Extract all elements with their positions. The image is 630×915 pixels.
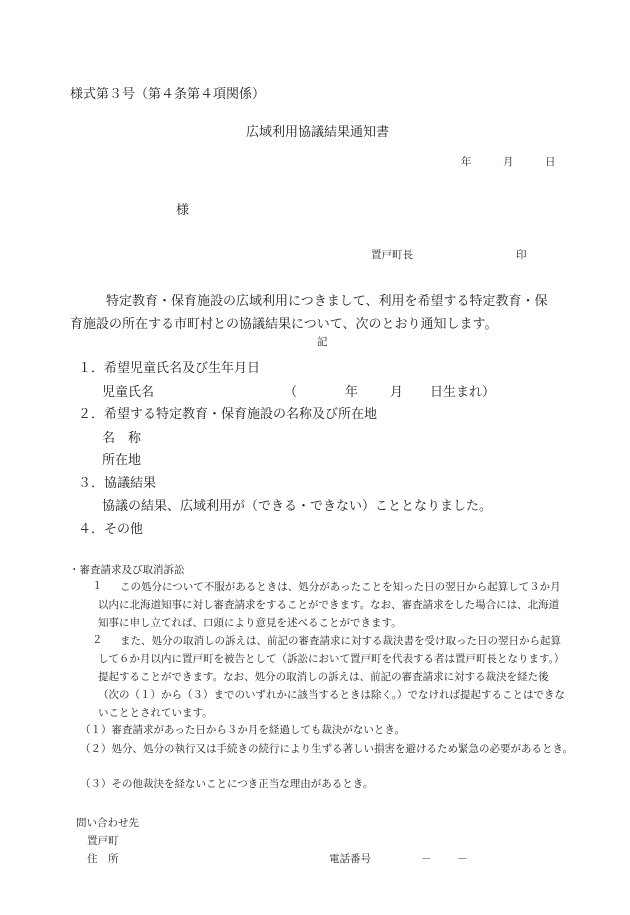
ki-marker: 記 xyxy=(317,336,328,348)
birth-open-paren: （ xyxy=(284,385,298,400)
notice-heading: ・審査請求及び取消訴訟 xyxy=(69,564,185,576)
birth-day: 日生まれ） xyxy=(430,385,496,400)
notice-paragraph-2: また、処分の取消しの訴えは、前記の審査請求に対する裁決書を受け取った日の翌日から起算して６か月以内に置戸町を被告として（訴訟において置戸町を代表する者は置戸町長となります。）提起することができます。なお、処分の取消しの訴えは、前記の審査請求に対する裁決を経た後（次の（１）から（３）までのいずれかに該当するときは除く。）でなければ提起することはできないこととされています。 xyxy=(98,635,566,719)
phone-dash-1: － xyxy=(421,853,432,865)
contact-phone-label: 電話番号 xyxy=(329,853,371,865)
item2-heading: ２．希望する特定教育・保育施設の名称及び所在地 xyxy=(78,407,378,422)
item4-heading: ４．その他 xyxy=(78,522,144,537)
contact-heading: 問い合わせ先 xyxy=(76,817,139,829)
item3-heading: ３．協議結果 xyxy=(78,476,157,491)
notice-p2-number: ２ xyxy=(92,634,103,646)
notice-p1-number: １ xyxy=(92,580,103,592)
addressee-sama: 様 xyxy=(176,203,190,218)
form-number: 様式第３号（第４条第４項関係） xyxy=(70,87,266,102)
facility-name-label: 名 称 xyxy=(102,431,142,446)
date-month: 月 xyxy=(503,156,514,168)
consultation-result-text: 協議の結果、広域利用が（できる・できない）こととなりました。 xyxy=(102,499,493,514)
item1-heading: １．希望児童氏名及び生年月日 xyxy=(78,361,261,376)
notice-condition-3: （３）その他裁決を経ないことにつき正当な理由があるとき。 xyxy=(80,778,374,790)
contact-org: 置戸町 xyxy=(87,835,119,847)
notice-condition-1: （１）審査請求があった日から３か月を経過しても裁決がないとき。 xyxy=(80,724,405,736)
contact-address-label: 住 所 xyxy=(87,853,119,865)
date-day: 日 xyxy=(545,156,556,168)
facility-location-label: 所在地 xyxy=(102,453,142,468)
intro-paragraph: 特定教育・保育施設の広域利用につきまして、利用を希望する特定教育・保育施設の所在する市町村との協議結果について、次のとおり通知します。 xyxy=(70,294,548,332)
birth-year: 年 xyxy=(345,385,359,400)
sender-name: 置戸町長 xyxy=(371,249,413,261)
notice-condition-2: （２）処分、処分の執行又は手続きの続行により生ずる著しい損害を避けるため緊急の必要があるとき。 xyxy=(80,743,574,755)
document-title: 広域利用協議結果通知書 xyxy=(246,125,390,140)
notice-paragraph-1: この処分について不服があるときは、処分があったことを知った日の翌日から起算して３か月以内に北海道知事に対し審査請求をすることができます。なお、審査請求をした場合には、北海道知事に申し立てれば、口頭により意見を述べることができます。 xyxy=(98,581,561,629)
birth-month: 月 xyxy=(390,385,404,400)
seal-mark: 印 xyxy=(516,249,527,261)
date-year: 年 xyxy=(461,156,472,168)
child-name-label: 児童氏名 xyxy=(102,385,155,400)
phone-dash-2: － xyxy=(457,853,468,865)
